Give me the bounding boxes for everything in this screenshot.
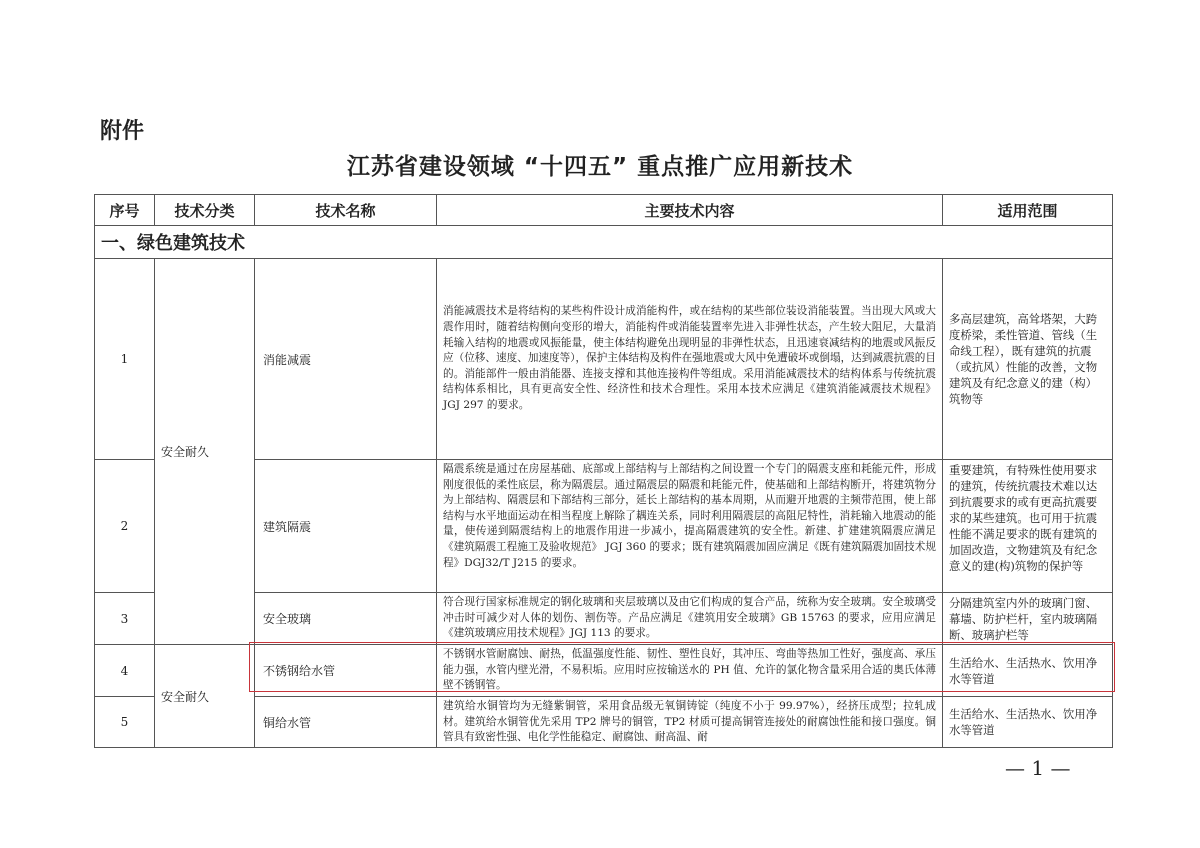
row-content: 不锈钢水管耐腐蚀、耐热，低温强度性能、韧性、塑性良好，其冲压、弯曲等热加工性好，强度高、承压能力强，水管内壁光滑，不易积垢。应用时应按输送水的 PH 值、允许的氯化物含量采用合适的奥氏体薄壁不锈钢管。 bbox=[437, 645, 943, 697]
row-tech-name: 消能减震 bbox=[255, 259, 437, 460]
row-scope bbox=[943, 593, 1113, 645]
row-category: 安全耐久 bbox=[155, 645, 255, 748]
row-category: 安全耐久 bbox=[155, 259, 255, 645]
row-content bbox=[437, 593, 943, 645]
section-row bbox=[95, 226, 1113, 259]
row-tech-name: 不锈钢给水管 bbox=[255, 645, 437, 697]
row-no: 4 bbox=[95, 645, 155, 697]
page-number: — 1 — bbox=[1005, 756, 1071, 780]
annex-label: 附件 bbox=[100, 119, 145, 144]
row-scope-text: 分隔建筑室内外的玻璃门窗、幕墙、防护栏杆，室内玻璃隔断、玻璃护栏等 bbox=[949, 596, 1098, 642]
row-no: 1 bbox=[95, 259, 155, 460]
header-content: 主要技术内容 bbox=[437, 195, 943, 226]
table-row bbox=[95, 259, 1113, 460]
row-tech-name: 建筑隔震 bbox=[255, 460, 437, 593]
row-no: 2 bbox=[95, 460, 155, 593]
section-title: 一、绿色建筑技术 bbox=[95, 226, 1113, 259]
row-no: 5 bbox=[95, 697, 155, 748]
row-scope bbox=[943, 460, 1113, 593]
header-scope: 适用范围 bbox=[943, 195, 1113, 226]
technology-table bbox=[94, 194, 1113, 748]
table-row bbox=[95, 645, 1113, 697]
row-scope: 生活给水、生活热水、饮用净水等管道 bbox=[943, 645, 1113, 697]
row-no: 3 bbox=[95, 593, 155, 645]
row-tech-name: 安全玻璃 bbox=[255, 593, 437, 645]
row-content-text: 建筑给水铜管均为无缝紫铜管，采用食品级无氧铜铸锭（纯度不小于 99.97%），经挤压成型；拉轧成材。建筑给水铜管优先采用 TP2 牌号的铜管，TP2 材质可提高铜管连接处的耐腐蚀性能和接口强度。铜管具有致密性强、电化学性能稳定、耐腐蚀、耐高温、耐 bbox=[443, 700, 936, 744]
row-scope: 多高层建筑，高耸塔架，大跨度桥梁，柔性管道、管线（生命线工程），既有建筑的抗震（或抗风）性能的改善，文物建筑及有纪念意义的建（构）筑物等 bbox=[943, 259, 1113, 460]
row-content: 消能减震技术是将结构的某些构件设计成消能构件，或在结构的某些部位装设消能装置。当出现大风或大震作用时，随着结构侧向变形的增大，消能构件或消能装置率先进入非弹性状态，产生较大阻尼，大量消耗输入结构的地震或风振能量，使主体结构避免出现明显的非弹性状态，且迅速衰减结构的地震或风振反应（位移、速度、加速度等），保护主体结构及构件在强地震或大风中免遭破坏或倒塌，达到减震抗震的目的。消能部件一般由消能器、连接支撑和其他连接构件等组成。采用消能减震技术的结构体系与传统抗震结构体系相比，具有更高安全性、经济性和技术合理性。采用本技术应满足《建筑消能减震技术规程》JGJ 297 的要求。 bbox=[437, 259, 943, 460]
document-title: 江苏省建设领域 “十四五” 重点推广应用新技术 bbox=[346, 154, 854, 180]
table-header-row bbox=[95, 195, 1113, 226]
row-content-text: 隔震系统是通过在房屋基础、底部或上部结构与上部结构之间设置一个专门的隔震支座和耗能元件，形成刚度很低的柔性底层，称为隔震层。通过隔震层的隔震和耗能元件，使基础和上部结构断开，将建筑物分为上部结构、隔震层和下部结构三部分，延长上部结构的基本周期，从而避开地震的主频带范围，使上部结构与水平地面运动在相当程度上解除了耦连关系，同时利用隔震层的高阻尼特性，消耗输入地震动的能量，使传递到隔震结构上的地震作用进一步减小，提高隔震建筑的安全性。新建、扩建建筑隔震应满足《建筑隔震工程施工及验收规范》 JGJ 360 的要求；既有建筑隔震加固应满足《既有建筑隔震加固技术规程》DGJ32/T J215 的要求。 bbox=[443, 463, 936, 569]
header-name: 技术名称 bbox=[255, 195, 437, 226]
row-scope: 生活给水、生活热水、饮用净水等管道 bbox=[943, 697, 1113, 748]
row-content bbox=[437, 697, 943, 748]
row-scope-text: 重要建筑，有特殊性使用要求的建筑，传统抗震技术难以达到抗震要求的或有更高抗震要求的某些建筑。也可用于抗震性能不满足要求的既有建筑的加固改造，文物建筑及有纪念意义的建(构)筑物的保护等 bbox=[949, 463, 1098, 573]
row-content bbox=[437, 460, 943, 593]
header-category: 技术分类 bbox=[155, 195, 255, 226]
row-tech-name: 铜给水管 bbox=[255, 697, 437, 748]
row-content-text: 符合现行国家标准规定的钢化玻璃和夹层玻璃以及由它们构成的复合产品，统称为安全玻璃。安全玻璃受冲击时可减少对人体的划伤、割伤等。产品应满足《建筑用安全玻璃》GB 15763 的要求，应用应满足《建筑玻璃应用技术规程》JGJ 113 的要求。 bbox=[443, 596, 936, 640]
header-no: 序号 bbox=[95, 195, 155, 226]
